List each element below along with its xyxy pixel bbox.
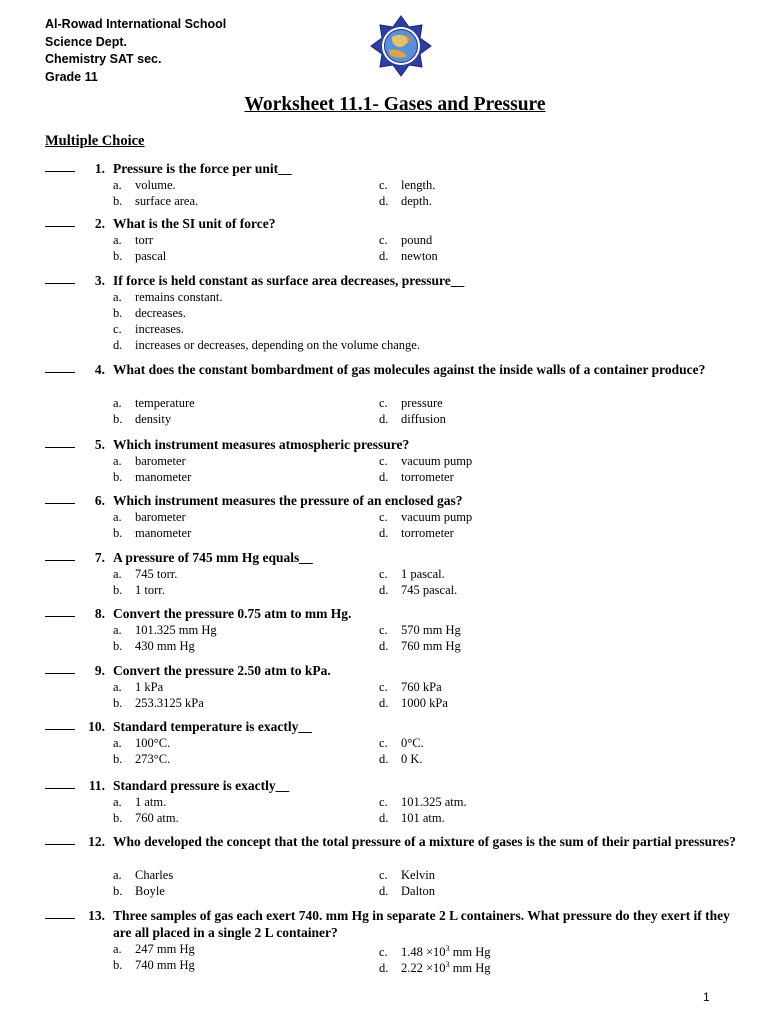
option-text: vacuum pump: [401, 454, 473, 468]
option-letter: b.: [113, 526, 123, 540]
question-item: [45, 777, 745, 837]
question-number: 13.: [88, 908, 105, 923]
question-text: If force is held constant as surface area decreases, pressure__: [113, 273, 465, 288]
question-number: 2.: [94, 216, 105, 231]
option-text: depth.: [401, 194, 432, 208]
answer-option: [379, 695, 448, 711]
answer-option: [113, 941, 195, 957]
answer-option: [113, 883, 165, 899]
question-item: [45, 662, 745, 722]
option-letter: d.: [379, 194, 389, 208]
question-number: 4.: [94, 362, 105, 377]
option-letter: a.: [113, 795, 122, 809]
option-exponent: 3: [445, 944, 450, 953]
option-letter: c.: [379, 510, 388, 524]
department: Science Dept.: [45, 34, 127, 49]
option-text: Boyle: [135, 884, 165, 898]
answer-option: [113, 751, 170, 767]
question-item: [45, 549, 745, 609]
question-number: 5.: [94, 437, 105, 452]
question-item: [45, 215, 745, 275]
answer-option: [379, 751, 423, 767]
option-text: 745 pascal.: [401, 583, 458, 597]
option-letter: a.: [113, 290, 122, 304]
option-text: 273°C.: [135, 752, 171, 766]
option-letter: d.: [379, 696, 389, 710]
option-letter: d.: [379, 752, 389, 766]
answer-option: [379, 232, 432, 248]
grade: Grade 11: [45, 69, 98, 84]
option-text: diffusion: [401, 412, 446, 426]
option-text: 101.325 mm Hg: [135, 623, 217, 637]
answer-option: [113, 469, 191, 485]
option-letter: c.: [379, 736, 388, 750]
question-number: 10.: [88, 719, 105, 734]
question-text: Which instrument measures atmospheric pressure?: [113, 437, 410, 452]
page-number: 1: [703, 990, 710, 1004]
option-letter: d.: [379, 526, 389, 540]
question-number: 7.: [94, 550, 105, 565]
school-header: [45, 16, 226, 86]
option-letter: d.: [379, 583, 389, 597]
question-text: Three samples of gas each exert 740. mm Hg in separate 2 L containers. What pressure do they exert if they are all placed in a single 2 L container?: [113, 908, 730, 940]
answer-option: [379, 883, 435, 899]
answer-option: [379, 509, 472, 525]
option-letter: a.: [113, 736, 122, 750]
school-name: Al-Rowad International School: [45, 17, 227, 31]
answer-option: [379, 638, 461, 654]
option-text: 1000 kPa: [401, 696, 448, 710]
option-text: 100°C.: [135, 736, 171, 750]
option-letter: a.: [113, 233, 122, 247]
question-text: Standard temperature is exactly__: [113, 719, 312, 734]
question-number: 9.: [94, 663, 105, 678]
question-item: [45, 492, 745, 552]
option-text: 1 pascal.: [401, 567, 445, 581]
option-text: pascal: [135, 249, 167, 263]
answer-option: [379, 566, 445, 582]
question-text: Pressure is the force per unit__: [113, 161, 292, 176]
question-item: [45, 605, 745, 665]
option-unit: mm Hg: [449, 961, 491, 976]
option-text: manometer: [135, 526, 192, 540]
option-letter: a.: [113, 510, 122, 524]
option-letter: d.: [379, 412, 389, 426]
answer-option: [379, 193, 432, 209]
answer-option: [379, 582, 457, 598]
option-text: 760 mm Hg: [401, 639, 461, 653]
option-letter: d.: [379, 811, 389, 825]
answer-option: [379, 411, 446, 427]
option-letter: b.: [113, 412, 123, 426]
answer-option: [379, 622, 461, 638]
option-text: 0 K.: [401, 752, 423, 766]
answer-option: [113, 794, 166, 810]
option-exponent: 3: [445, 960, 450, 969]
answer-option: [113, 232, 153, 248]
option-letter: a.: [113, 942, 122, 956]
option-letter: c.: [379, 454, 388, 468]
option-letter: b.: [113, 249, 123, 263]
answer-option: [113, 177, 176, 193]
option-text: 430 mm Hg: [135, 639, 195, 653]
section-name: Chemistry SAT sec.: [45, 52, 162, 66]
answer-option: [379, 248, 438, 264]
answer-option: [379, 177, 435, 193]
answer-option: [113, 289, 222, 305]
answer-option: [113, 411, 171, 427]
option-letter: c.: [379, 623, 388, 637]
option-text: volume.: [135, 178, 176, 192]
option-text: 1.48 ×10: [401, 945, 446, 960]
option-text: decreases.: [135, 306, 187, 320]
question-text: What does the constant bombardment of gas molecules against the inside walls of a container produce?: [113, 362, 706, 377]
option-text: length.: [401, 178, 436, 192]
question-text: A pressure of 745 mm Hg equals__: [113, 550, 313, 565]
answer-option: [113, 957, 195, 973]
option-letter: a.: [113, 680, 122, 694]
option-text: 760 kPa: [401, 680, 442, 694]
option-letter: b.: [113, 752, 123, 766]
option-letter: c.: [379, 396, 388, 410]
option-letter: c.: [379, 178, 388, 192]
answer-option: [379, 395, 443, 411]
option-text: 745 torr.: [135, 567, 178, 581]
option-text: 570 mm Hg: [401, 623, 461, 637]
option-text: torr: [135, 233, 154, 247]
answer-option: [379, 679, 442, 695]
question-number: 8.: [94, 606, 105, 621]
option-letter: d.: [379, 639, 389, 653]
answer-option: [113, 509, 186, 525]
answer-option: [113, 453, 186, 469]
question-item: [45, 718, 745, 778]
question-number: 12.: [88, 834, 105, 849]
option-text: remains constant.: [135, 290, 223, 304]
option-letter: b.: [113, 958, 123, 972]
option-letter: d.: [379, 961, 389, 976]
option-text: torrometer: [401, 526, 454, 540]
question-item: [45, 436, 745, 496]
option-letter: c.: [113, 322, 122, 336]
option-text: pound: [401, 233, 433, 247]
answer-option: [379, 469, 454, 485]
option-letter: b.: [113, 306, 123, 320]
section-title: Multiple Choice: [45, 133, 145, 149]
question-number: 6.: [94, 493, 105, 508]
option-letter: c.: [379, 567, 388, 581]
answer-option: [113, 679, 163, 695]
option-text: Kelvin: [401, 868, 436, 882]
answer-option: [379, 453, 472, 469]
answer-option: [379, 735, 424, 751]
option-text: 2.22 ×10: [401, 961, 446, 976]
answer-option: [113, 566, 177, 582]
option-text: increases.: [135, 322, 184, 336]
answer-option: [113, 622, 217, 638]
question-text: Which instrument measures the pressure of an enclosed gas?: [113, 493, 463, 508]
option-text: 1 atm.: [135, 795, 167, 809]
option-unit: mm Hg: [449, 945, 491, 960]
question-text: Who developed the concept that the total pressure of a mixture of gases is the sum of their partial pressures?: [113, 834, 736, 849]
option-letter: c.: [379, 680, 388, 694]
option-text: 760 atm.: [135, 811, 179, 825]
answer-option: [379, 794, 467, 810]
option-text: barometer: [135, 510, 186, 524]
option-letter: b.: [113, 583, 123, 597]
answer-option: [113, 321, 184, 337]
option-letter: b.: [113, 194, 123, 208]
option-text: Dalton: [401, 884, 436, 898]
option-letter: a.: [113, 396, 122, 410]
option-letter: c.: [379, 795, 388, 809]
option-letter: d.: [379, 884, 389, 898]
question-text: Standard pressure is exactly__: [113, 778, 290, 793]
question-item: [45, 272, 745, 352]
option-text: density: [135, 412, 172, 426]
option-text: 253.3125 kPa: [135, 696, 204, 710]
option-text: 0°C.: [401, 736, 424, 750]
option-letter: d.: [379, 249, 389, 263]
option-text: 740 mm Hg: [135, 958, 195, 972]
option-text: barometer: [135, 454, 186, 468]
answer-option: [379, 810, 445, 826]
option-text: temperature: [135, 396, 195, 410]
option-text: surface area.: [135, 194, 199, 208]
option-letter: b.: [113, 639, 123, 653]
option-letter: c.: [379, 233, 388, 247]
option-text: 1 torr.: [135, 583, 165, 597]
answer-option: [113, 638, 195, 654]
option-letter: b.: [113, 811, 123, 825]
option-text: vacuum pump: [401, 510, 473, 524]
option-letter: a.: [113, 454, 122, 468]
answer-option: [113, 867, 173, 883]
option-letter: a.: [113, 178, 122, 192]
question-item: [45, 361, 745, 426]
answer-option: [113, 695, 204, 711]
question-number: 1.: [94, 161, 105, 176]
option-text: newton: [401, 249, 438, 263]
answer-option: [113, 305, 186, 321]
question-item: [45, 160, 745, 220]
option-text: Charles: [135, 868, 174, 882]
option-letter: d.: [113, 338, 123, 352]
option-letter: b.: [113, 884, 123, 898]
option-text: manometer: [135, 470, 192, 484]
option-text: 101 atm.: [401, 811, 445, 825]
option-letter: a.: [113, 868, 122, 882]
option-text: torrometer: [401, 470, 454, 484]
question-number: 3.: [94, 273, 105, 288]
option-text: 101.325 atm.: [401, 795, 467, 809]
answer-option: [113, 337, 420, 353]
option-text: increases or decreases, depending on the volume change.: [135, 338, 420, 352]
question-text: What is the SI unit of force?: [113, 216, 276, 231]
answer-option: [379, 867, 435, 883]
question-item: [45, 833, 745, 898]
answer-option: [379, 525, 454, 541]
worksheet-title: Worksheet 11.1- Gases and Pressure: [244, 94, 546, 115]
option-letter: b.: [113, 470, 123, 484]
option-letter: c.: [379, 868, 388, 882]
school-emblem-icon: [366, 14, 436, 78]
answer-option: [379, 957, 491, 976]
answer-option: [113, 525, 191, 541]
answer-option: [113, 248, 166, 264]
option-letter: b.: [113, 696, 123, 710]
option-letter: a.: [113, 567, 122, 581]
option-letter: d.: [379, 470, 389, 484]
option-letter: c.: [379, 945, 388, 960]
answer-option: [113, 395, 195, 411]
question-text: Convert the pressure 0.75 atm to mm Hg.: [113, 606, 352, 621]
answer-option: [113, 582, 165, 598]
option-text: 1 kPa: [135, 680, 164, 694]
option-text: pressure: [401, 396, 443, 410]
option-text: 247 mm Hg: [135, 942, 195, 956]
question-number: 11.: [88, 778, 105, 793]
option-letter: a.: [113, 623, 122, 637]
answer-option: [113, 810, 179, 826]
answer-option: [113, 193, 198, 209]
question-text: Convert the pressure 2.50 atm to kPa.: [113, 663, 331, 678]
answer-option: [113, 735, 170, 751]
